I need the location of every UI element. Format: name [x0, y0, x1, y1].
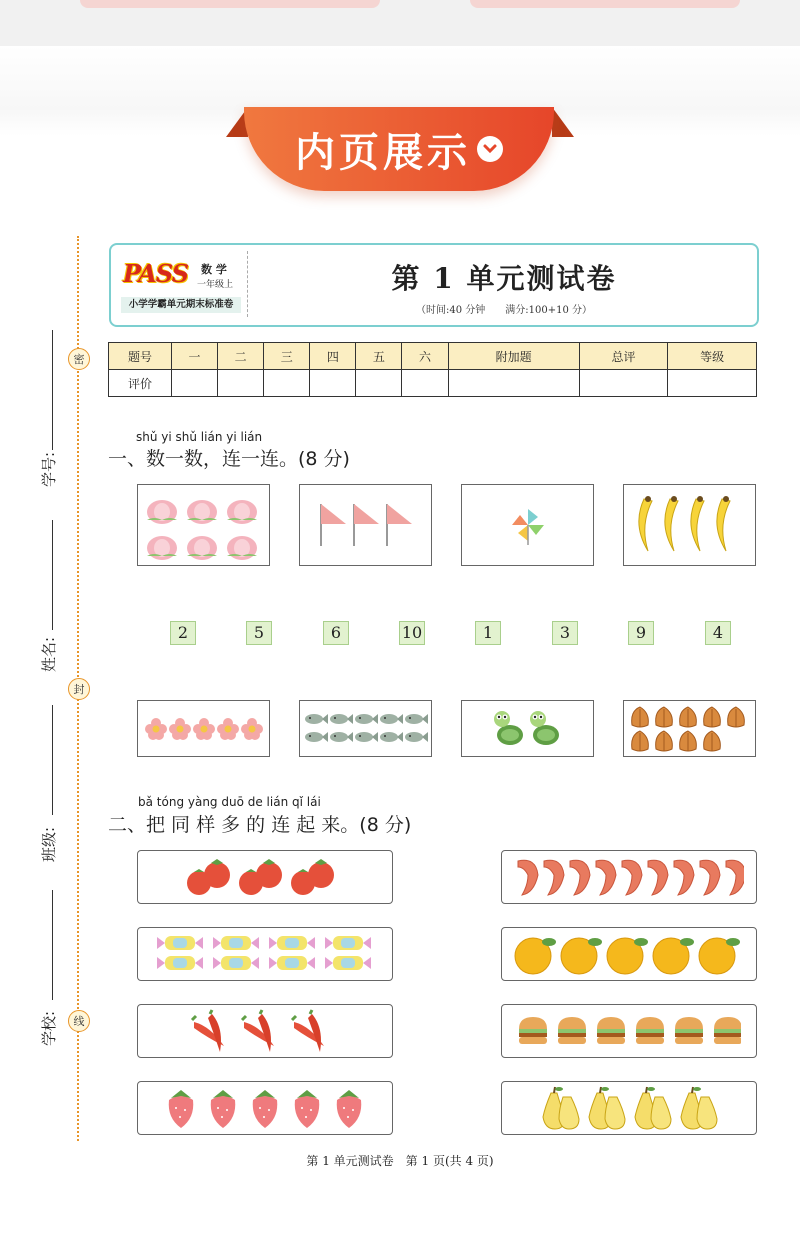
pear-box[interactable] [501, 1081, 757, 1135]
top-decoration [470, 0, 740, 8]
leaf-icon [628, 705, 752, 753]
section1-pinyin: shǔ yi shǔ lián yi lián [136, 430, 263, 444]
number-box[interactable]: 4 [705, 621, 731, 645]
table-cell: 等级 [668, 343, 757, 370]
score-table [108, 342, 757, 397]
number-box[interactable]: 1 [475, 621, 501, 645]
strawberry-icon [165, 1086, 365, 1130]
burger-box[interactable] [501, 1004, 757, 1058]
tomato-box[interactable] [137, 850, 393, 904]
subject-label: 数 学 [201, 263, 227, 276]
number-box[interactable]: 10 [399, 621, 425, 645]
score-input-cell[interactable] [310, 370, 356, 397]
page-footer: 第 1 单元测试卷 第 1 页(共 4 页) [306, 1154, 494, 1168]
pass-logo: PASS [123, 259, 189, 288]
banana-icon [630, 495, 750, 555]
seal-feng: 封 [68, 678, 90, 700]
fish-icon [304, 711, 428, 747]
class-line [52, 705, 53, 815]
top-decoration [80, 0, 380, 8]
section2-title: 二、把 同 样 多 的 连 起 来。(8 分) [108, 814, 412, 836]
table-row [109, 343, 757, 370]
leaf-box[interactable] [623, 700, 756, 757]
score-input-cell[interactable] [448, 370, 579, 397]
score-input-cell[interactable] [356, 370, 402, 397]
section-banner [244, 107, 554, 191]
name-line [52, 520, 53, 630]
strawberry-box[interactable] [137, 1081, 393, 1135]
table-cell: 总评 [579, 343, 668, 370]
turtle-box[interactable] [461, 700, 594, 757]
burger-icon [517, 1015, 741, 1047]
number-box[interactable]: 9 [628, 621, 654, 645]
score-input-cell[interactable] [402, 370, 448, 397]
ribbon-wing [552, 107, 574, 137]
table-cell: 二 [218, 343, 264, 370]
test-title: 第 1 单元测试卷 [391, 262, 617, 295]
candy-icon [155, 932, 375, 976]
orange-icon [513, 932, 745, 976]
number-box[interactable]: 3 [552, 621, 578, 645]
chili-box[interactable] [137, 1004, 393, 1058]
school-line [52, 890, 53, 1000]
score-input-cell[interactable] [172, 370, 218, 397]
tomato-icon [185, 855, 345, 899]
chevron-down-icon [477, 136, 503, 162]
peach-icon [142, 490, 266, 560]
class-label: 班级: [40, 826, 58, 862]
student-id-label: 学号: [40, 451, 58, 487]
name-label: 姓名: [40, 636, 58, 672]
test-meta: （时间:40 分钟 满分:100+10 分） [415, 305, 592, 316]
table-cell: 五 [356, 343, 402, 370]
fish-box[interactable] [299, 700, 432, 757]
test-header [109, 243, 759, 327]
school-label: 学校: [40, 1010, 58, 1046]
shrimp-icon [514, 855, 744, 899]
header-divider [247, 251, 248, 317]
student-id-line [52, 330, 53, 450]
candy-box[interactable] [137, 927, 393, 981]
table-cell: 评价 [109, 370, 172, 397]
score-input-cell[interactable] [668, 370, 757, 397]
number-box[interactable]: 5 [246, 621, 272, 645]
orange-box[interactable] [501, 927, 757, 981]
top-strip [0, 0, 800, 46]
table-row [109, 370, 757, 397]
number-box[interactable]: 6 [323, 621, 349, 645]
peach-box[interactable] [137, 484, 270, 566]
table-cell: 六 [402, 343, 448, 370]
banner-title: 内页展示 [295, 129, 471, 176]
table-cell: 四 [310, 343, 356, 370]
pinwheel-box[interactable] [461, 484, 594, 566]
shrimp-box[interactable] [501, 850, 757, 904]
flower-box[interactable] [137, 700, 270, 757]
seal-mi: 密 [68, 348, 90, 370]
seal-xian: 线 [68, 1010, 90, 1032]
score-input-cell[interactable] [218, 370, 264, 397]
table-cell: 三 [264, 343, 310, 370]
series-label: 小学学霸单元期末标准卷 [121, 297, 241, 313]
table-cell: 一 [172, 343, 218, 370]
score-input-cell[interactable] [264, 370, 310, 397]
section2-pinyin: bǎ tóng yàng duō de lián qǐ lái [138, 795, 321, 809]
table-cell: 附加题 [448, 343, 579, 370]
pinwheel-icon [508, 505, 548, 545]
flag-box[interactable] [299, 484, 432, 566]
grade-label: 一年级上 [197, 280, 234, 290]
flower-icon [144, 714, 264, 744]
number-box[interactable]: 2 [170, 621, 196, 645]
section1-title: 一、数一数，连一连。(8 分) [108, 448, 350, 470]
chili-icon [190, 1008, 340, 1054]
table-cell: 题号 [109, 343, 172, 370]
banana-box[interactable] [623, 484, 756, 566]
pear-icon [539, 1085, 719, 1131]
turtle-icon [492, 707, 564, 751]
score-input-cell[interactable] [579, 370, 668, 397]
flag-icon [316, 500, 416, 550]
